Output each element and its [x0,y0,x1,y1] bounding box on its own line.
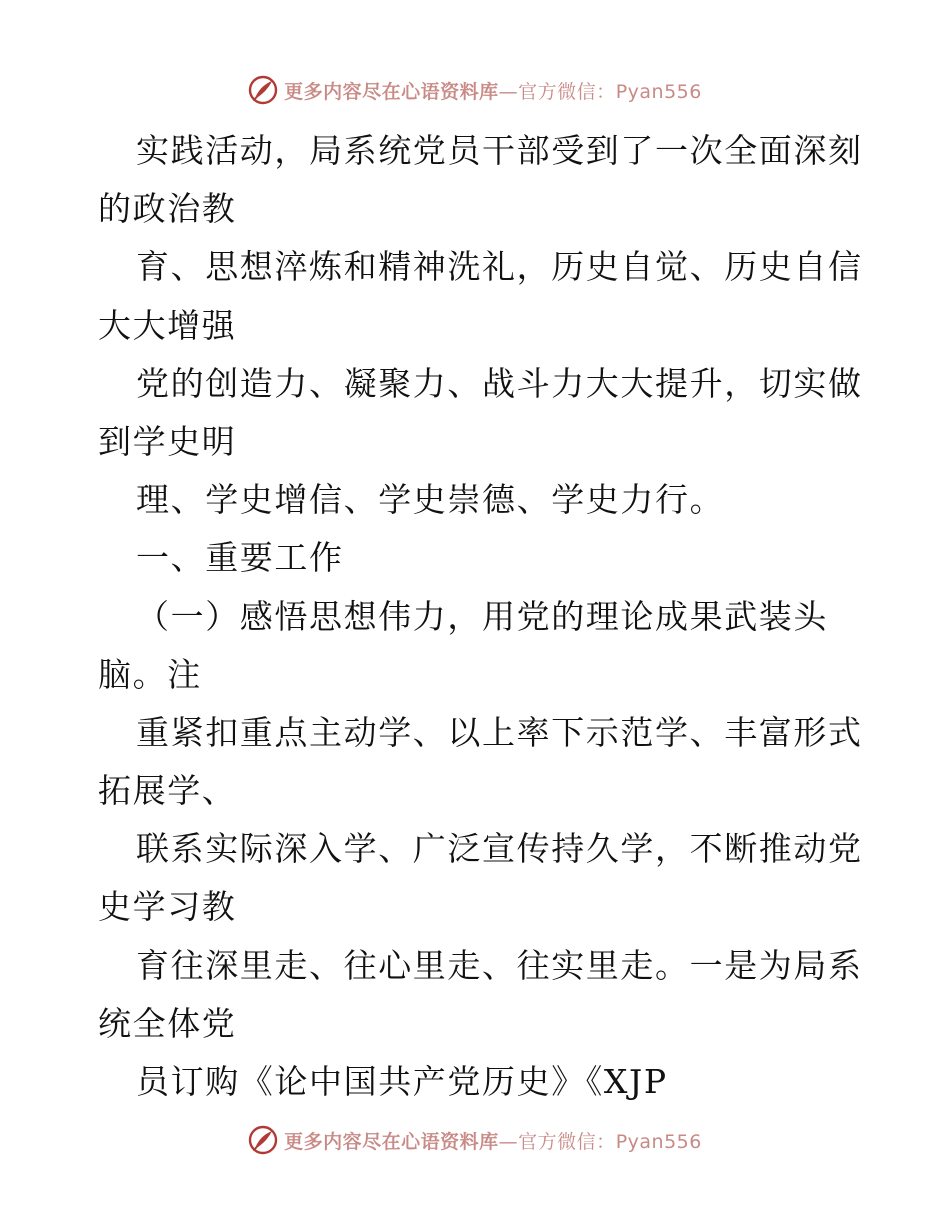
text-line: 脑。注 [98,654,202,694]
watermark-main: 更多内容尽在心语资料库 [284,80,499,103]
text-line: （一）感悟思想伟力，用党的理论成果武装头 [136,596,828,636]
text-line: 史学习教 [98,887,237,927]
watermark-text [284,1127,702,1154]
text-line: 党的创造力、凝聚力、战斗力大大提升，切实做 [136,363,863,403]
text-line: 育往深里走、往心里走、往实里走。一是为局系 [136,945,863,985]
text-line: 的政治教 [98,189,237,229]
text-line: 到学史明 [98,421,237,461]
text-line: 拓展学、 [98,771,237,811]
text-line: 重紧扣重点主动学、以上率下示范学、丰富形式 [136,712,863,752]
watermark-dash: — [498,1130,519,1153]
text-line: 实践活动，局系统党员干部受到了一次全面深刻 [136,131,863,170]
footer-watermark [0,1120,950,1160]
text-line: 理、学史增信、学史崇德、学史力行。 [136,480,725,520]
watermark-text [284,77,702,104]
text-line: 大大增强 [98,305,237,345]
watermark-wechat-label: 官方微信： [518,1130,616,1153]
text-line: 育、思想淬炼和精神洗礼，历史自觉、历史自信 [136,247,863,287]
watermark-wechat-id: Pyan556 [615,1130,702,1153]
document-body [98,122,863,1111]
watermark-main: 更多内容尽在心语资料库 [284,1130,499,1153]
text-line: 一、重要工作 [136,538,344,578]
feather-logo-icon [248,75,278,105]
feather-logo-icon [248,1125,278,1155]
watermark-wechat-id: Pyan556 [615,80,702,103]
header-watermark [0,70,950,110]
watermark-wechat-label: 官方微信： [518,80,616,103]
text-line: 联系实际深入学、广泛宣传持久学，不断推动党 [136,829,863,869]
text-line: 统全体党 [98,1003,237,1043]
text-line: 员订购《论中国共产党历史》《XJP [136,1062,668,1101]
watermark-dash: — [498,80,519,103]
